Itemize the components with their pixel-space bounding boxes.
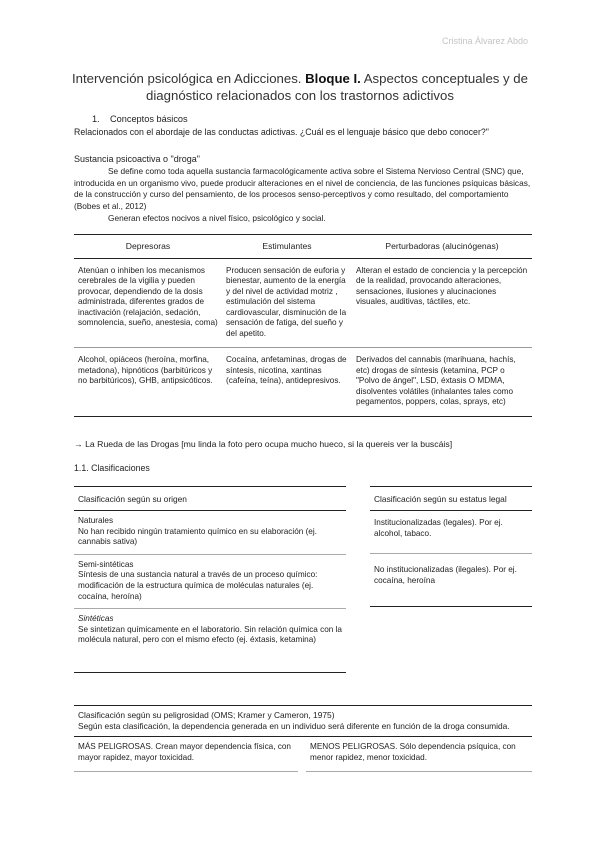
origin-item-desc: Se sintetizan químicamente en el laboratorio. Sin relación química con la molécula natural, pero con el mismo efecto (ej. éxtasis, ketamina) bbox=[78, 624, 342, 645]
section-heading bbox=[92, 114, 188, 125]
origin-header: Clasificación según su origen bbox=[74, 487, 346, 511]
header-estimulantes: Estimulantes bbox=[222, 235, 352, 259]
origin-item-name: Naturales bbox=[78, 516, 114, 525]
danger-note: Según esta clasificación, la dependencia generada en un individuo será diferente en función de la droga consumida. bbox=[78, 721, 510, 731]
substance-heading: Sustancia psicoactiva o "droga" bbox=[74, 154, 200, 164]
origin-item-name: Semi-sintéticas bbox=[78, 559, 134, 569]
definition-text: Se define como toda aquella sustancia farmacológicamente activa sobre el Sistema Nervioso Central (SNC) que, introducida en un organismo vivo, puede producir alteraciones en el nivel de conciencia, de las funciones psíquicas básicas, de la construcción y curso del pensamiento, de los procesos senso-perceptivos y como resultado, del comportamiento (Bobes et al., 2012) bbox=[74, 166, 531, 211]
danger-header: Clasificación según su peligrosidad (OMS; Kramer y Cameron, 1975) bbox=[78, 710, 335, 720]
origin-item-desc: Síntesis de una sustancia natural a través de un proceso químico: modificación de la estructura química de moléculas naturales (ej. cocaína, heroína) bbox=[78, 570, 318, 601]
page-title bbox=[60, 70, 540, 104]
table-cell: Cocaína, anfetaminas, drogas de síntesis, nicotina, xantinas (cafeína, teína), antidepresivos. bbox=[222, 348, 352, 417]
less-dangerous: MENOS PELIGROSAS. Sólo dependencia psíquica, con menor rapidez, menor toxicidad. bbox=[306, 737, 532, 772]
table-cell: Alcohol, opiáceos (heroína, morfina, metadona), hipnóticos (barbitúricos y no barbitúricos), GHB, antipsicóticos. bbox=[74, 348, 222, 417]
author-name: Cristina Álvarez Abdo bbox=[441, 36, 528, 46]
drug-type-table bbox=[74, 234, 532, 417]
table-row bbox=[74, 348, 532, 417]
danger-classification-table bbox=[74, 705, 532, 772]
section-title: Conceptos básicos bbox=[110, 114, 188, 124]
intro-question: Relacionados con el abordaje de las conductas adictivas. ¿Cuál es el lenguaje básico que debo conocer?" bbox=[74, 127, 489, 137]
origin-classification-table bbox=[74, 486, 346, 673]
more-dangerous: MÁS PELIGROSAS. Crean mayor dependencia física, con mayor rapidez, mayor toxicidad. bbox=[74, 737, 298, 772]
legal-item: No institucionalizadas (ilegales). Por ej. cocaína, heroína bbox=[370, 554, 532, 607]
table-cell: Atenúan o inhiben los mecanismos cerebrales de la vigilia y pueden provocar, dependiendo de la dosis administrada, diferentes grados de inactivación (relajación, sedación, somnolencia, sueño, anestesia, coma) bbox=[74, 258, 222, 348]
origin-item bbox=[74, 555, 346, 609]
legal-header: Clasificación según su estatus legal bbox=[370, 487, 532, 511]
title-prefix: Intervención psicológica en Adicciones. bbox=[72, 71, 306, 86]
header-depresoras: Depresoras bbox=[74, 235, 222, 259]
origin-item bbox=[74, 609, 346, 673]
title-bold: Bloque I. bbox=[305, 71, 361, 86]
legal-item: Institucionalizadas (legales). Por ej. alcohol, tabaco. bbox=[370, 511, 532, 554]
danger-header-block bbox=[74, 706, 532, 737]
origin-item-name bbox=[78, 614, 342, 625]
origin-item-name-italic: Sintéticas bbox=[78, 614, 114, 624]
effects-line: Generan efectos nocivos a nivel físico, psicológico y social. bbox=[108, 213, 326, 223]
drug-wheel-note: → La Rueda de las Drogas [mu linda la foto pero ocupa mucho hueco, si la quereis ver la buscáis] bbox=[74, 439, 453, 449]
table-cell: Derivados del cannabis (marihuana, hachís, etc) drogas de síntesis (ketamina, PCP o "Polvo de ángel", LSD, éxtasis O MDMA, disolventes volátiles (inhalantes tales como pegamentos, poppers, colas, sprays, etc) bbox=[352, 348, 532, 417]
definition-paragraph bbox=[74, 166, 534, 212]
title-rest: Aspectos conceptuales y de diagnóstico relacionados con los trastornos adictivos bbox=[146, 71, 528, 103]
header-perturbadoras: Perturbadoras (alucinógenas) bbox=[352, 235, 532, 259]
classifications-heading: 1.1. Clasificaciones bbox=[74, 463, 150, 473]
table-row bbox=[74, 258, 532, 348]
origin-item-desc: No han recibido ningún tratamiento químico en su elaboración (ej. cannabis sativa) bbox=[78, 526, 317, 547]
table-cell: Alteran el estado de conciencia y la percepción de la realidad, provocando alteraciones, sensaciones, ilusiones y alucinaciones visuales, auditivas, táctiles, etc. bbox=[352, 258, 532, 348]
table-cell: Producen sensación de euforia y bienestar, aumento de la energía y del nivel de actividad motriz , estimulación del sistema cardiovascular, disminución de la sensación de fatiga, del sueño y del apetito. bbox=[222, 258, 352, 348]
section-number: 1. bbox=[92, 114, 100, 124]
origin-item bbox=[74, 511, 346, 555]
danger-row bbox=[74, 737, 532, 772]
legal-classification-table bbox=[370, 486, 532, 607]
